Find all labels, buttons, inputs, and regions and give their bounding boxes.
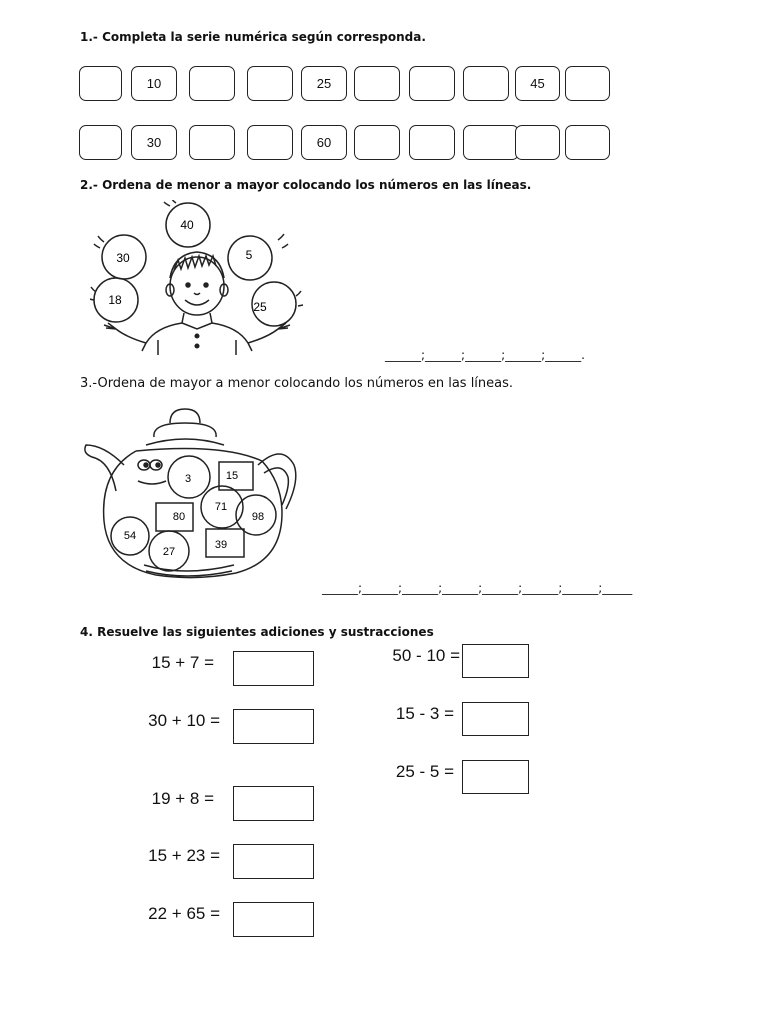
equation-label: 30 + 10 = [148,711,220,730]
question-3-title: 3.-Ordena de mayor a menor colocando los números en las líneas. [80,376,514,391]
sequence-cell[interactable] [79,66,122,101]
equation-label: 25 - 5 = [395,762,454,781]
equation-label: 22 + 65 = [148,904,220,923]
sequence-cell[interactable] [515,125,560,160]
teapot-number: 39 [214,539,228,551]
teapot-number: 3 [184,473,192,485]
sequence-cell[interactable]: 10 [131,66,177,101]
answer-box[interactable] [233,786,314,821]
question-2-title: 2.- Ordena de menor a mayor colocando los números en las líneas. [80,178,532,192]
juggling-child-illustration [90,200,320,360]
sequence-cell[interactable] [79,125,122,160]
question-1-title: 1.- Completa la serie numérica según corresponda. [80,30,426,44]
ball-number: 5 [245,248,253,262]
teapot-number: 15 [225,470,239,482]
sequence-cell[interactable]: 60 [301,125,347,160]
answer-box[interactable] [233,902,314,937]
answer-box[interactable] [233,709,314,744]
sequence-cell[interactable] [565,66,610,101]
teapot-number: 80 [172,511,186,523]
teapot-illustration [78,405,323,585]
sequence-cell[interactable]: 25 [301,66,347,101]
sequence-cell[interactable] [354,66,400,101]
teapot-number: 54 [123,530,137,542]
sequence-cell[interactable] [565,125,610,160]
question-4-title: 4. Resuelve las siguientes adiciones y sustracciones [80,625,434,639]
sequence-cell[interactable] [247,125,293,160]
sequence-cell[interactable] [463,125,519,160]
answer-box[interactable] [462,644,529,678]
answer-box[interactable] [233,844,314,879]
ball-number: 40 [180,218,194,232]
equation-label: 50 - 10 = [392,646,460,665]
sequence-cell[interactable] [189,125,235,160]
equation-label: 15 + 23 = [148,846,220,865]
equation-label: 19 + 8 = [151,789,214,808]
sequence-cell[interactable] [247,66,293,101]
answer-box[interactable] [462,760,529,794]
sequence-cell[interactable]: 45 [515,66,560,101]
teapot-number: 27 [162,546,176,558]
ball-number: 25 [253,300,267,314]
ball-number: 30 [116,251,130,265]
sequence-cell[interactable] [189,66,235,101]
teapot-number: 71 [214,501,228,513]
sequence-cell[interactable] [354,125,400,160]
sequence-cell[interactable] [463,66,509,101]
sequence-cell[interactable] [409,66,455,101]
answer-box[interactable] [233,651,314,686]
answer-lines-q3[interactable]: ______;______;______;______;______;______;______;_____ [322,581,633,595]
equation-label: 15 + 7 = [151,653,214,672]
answer-lines-q2[interactable]: ______;______;______;______;______. [385,348,585,362]
teapot-number: 98 [251,511,265,523]
equation-label: 15 - 3 = [395,704,454,723]
answer-box[interactable] [462,702,529,736]
ball-number: 18 [108,293,122,307]
sequence-cell[interactable] [409,125,455,160]
sequence-cell[interactable]: 30 [131,125,177,160]
